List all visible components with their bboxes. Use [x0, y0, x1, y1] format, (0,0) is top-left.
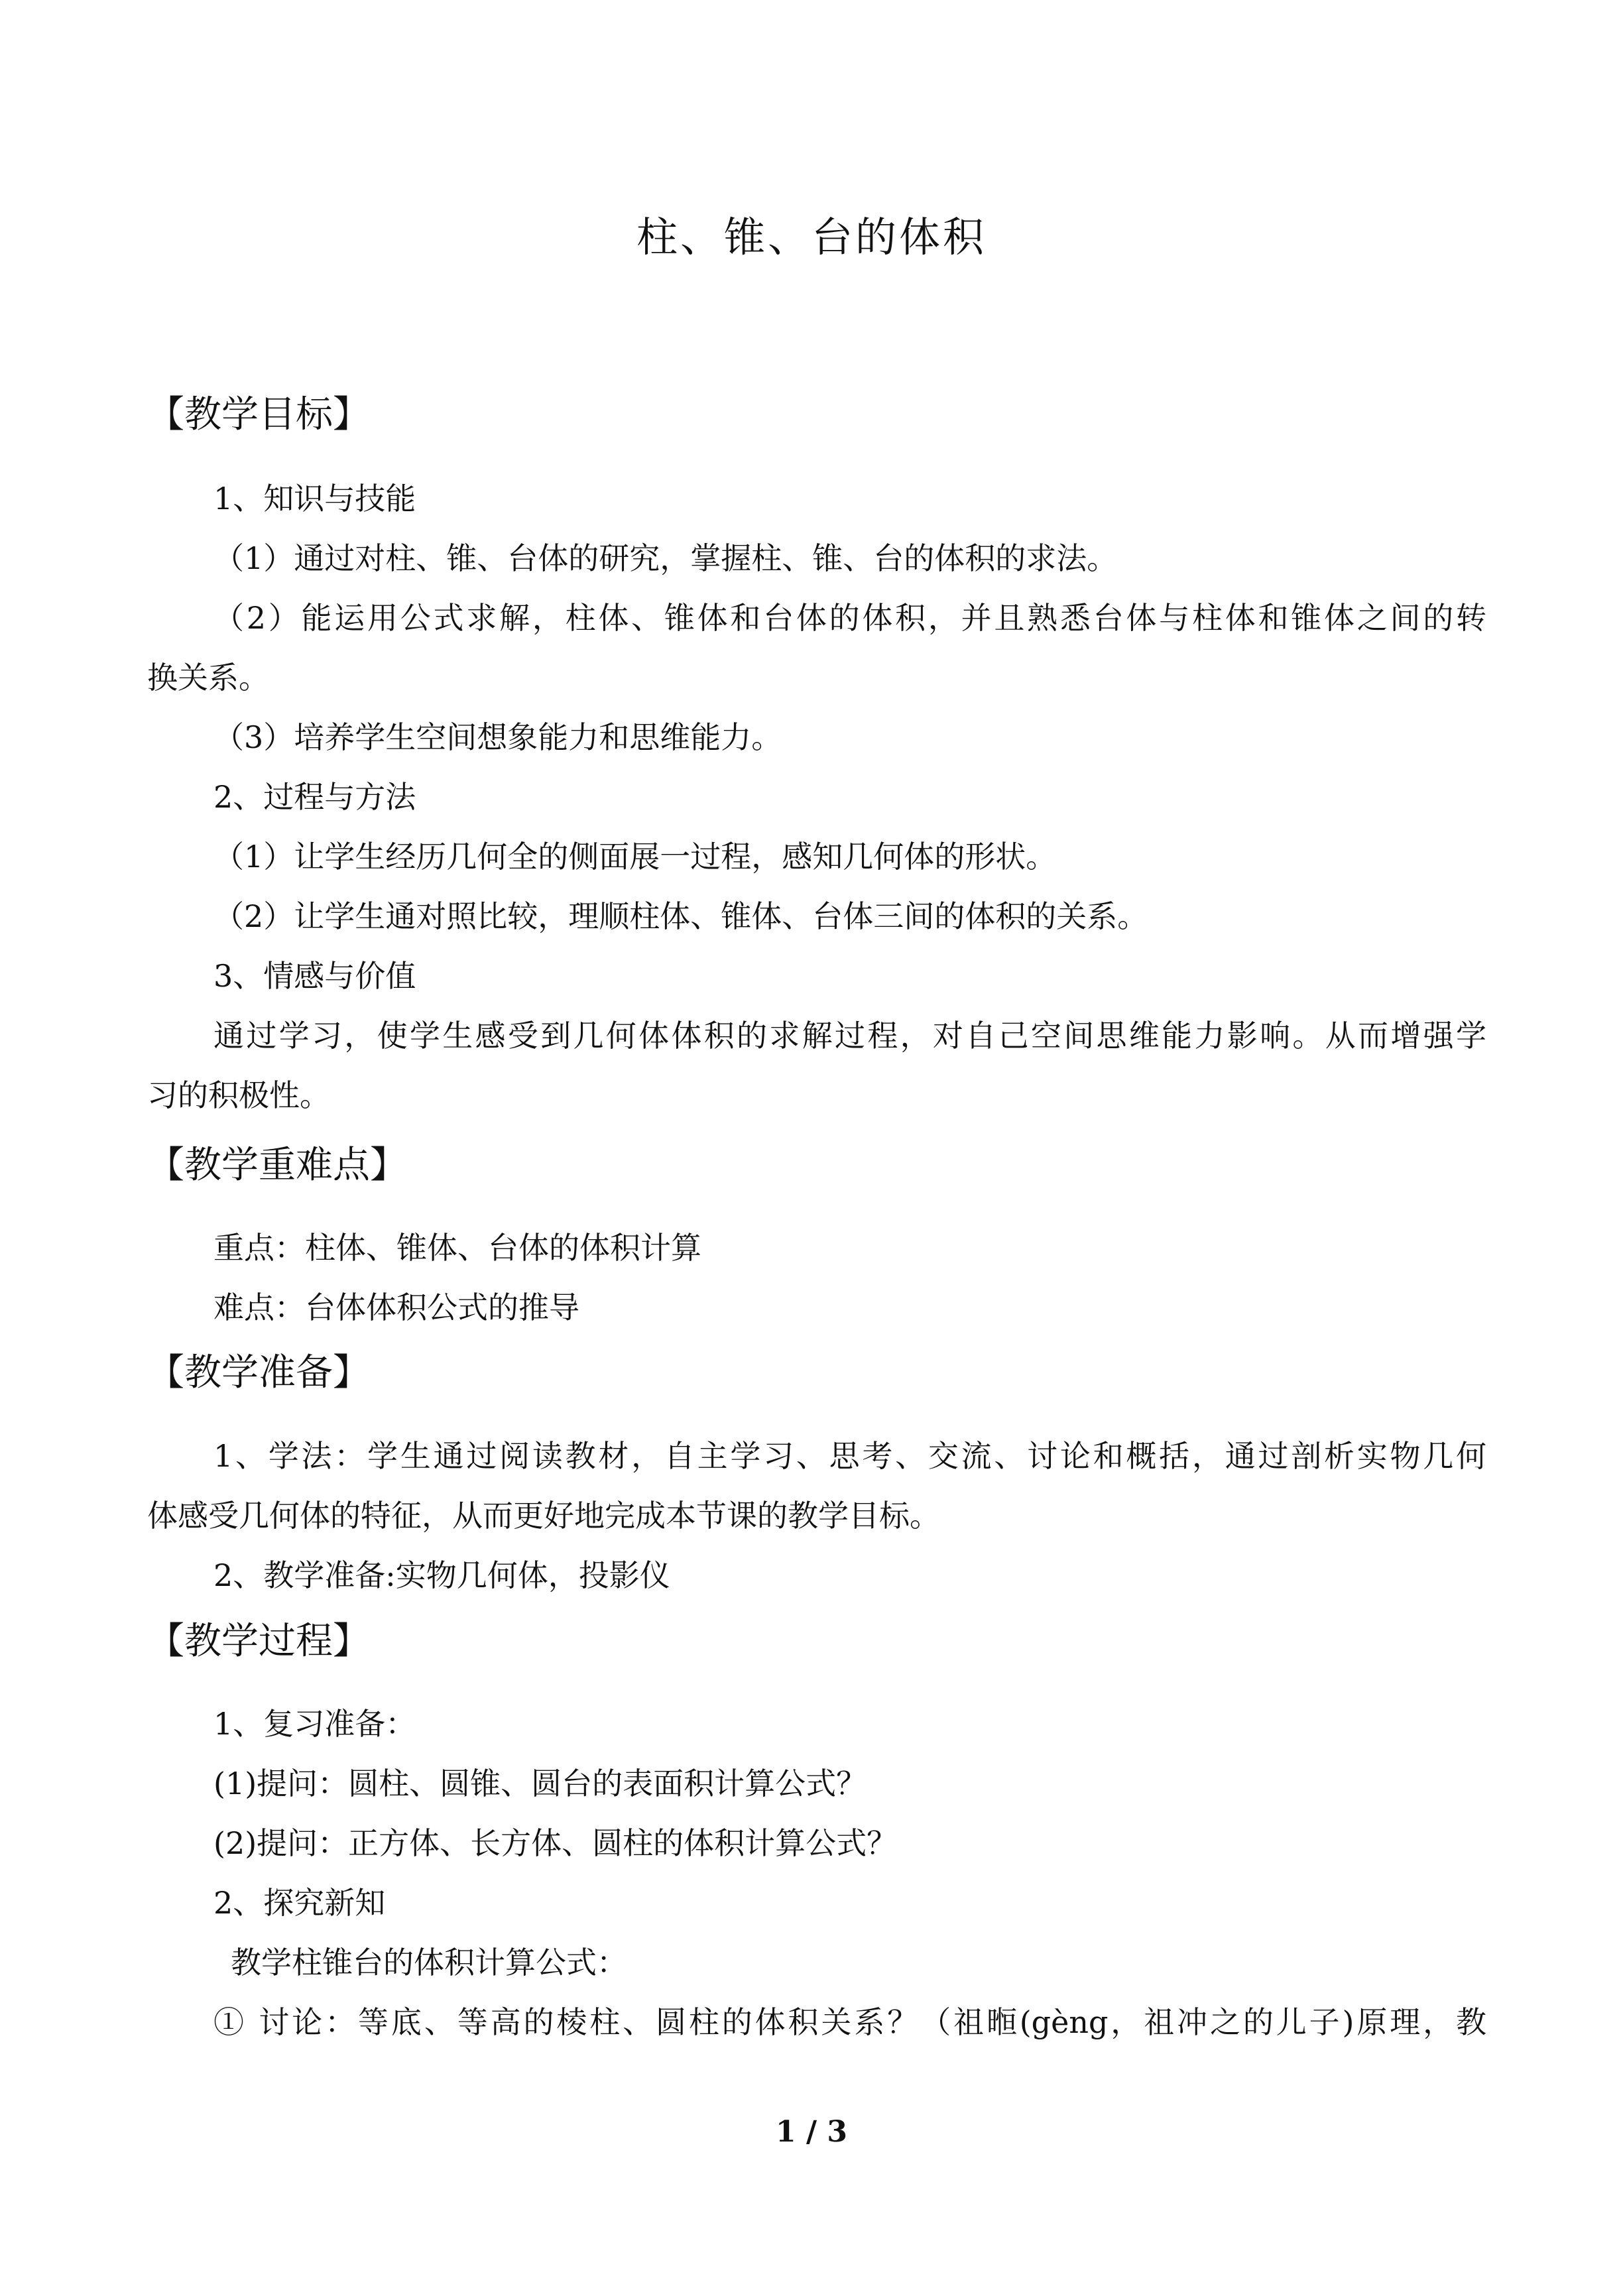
process-step-explore: 2、探究新知 [213, 1885, 386, 1921]
objectives-item-2-2: （2）让学生通对照比较，理顺柱体、锥体、台体三间的体积的关系。 [213, 898, 1148, 934]
objectives-sub-knowledge: 1、知识与技能 [213, 481, 416, 516]
process-question-2: (2)提问：正方体、长方体、圆柱的体积计算公式？ [213, 1825, 898, 1861]
objectives-item-1-2-line1: （2）能运用公式求解，柱体、锥体和台体的体积，并且熟悉台体与柱体和锥体之间的转 [213, 600, 1486, 636]
objectives-item-3-line1: 通过学习，使学生感受到几何体体积的求解过程，对自己空间思维能力影响。从而增强学 [213, 1018, 1486, 1054]
page-title: 柱、锥、台的体积 [636, 213, 987, 261]
section-heading-process: 【教学过程】 [147, 1620, 370, 1663]
objectives-item-1-2-line2: 换关系。 [147, 660, 269, 695]
difficult-point: 难点：台体体积公式的推导 [213, 1290, 579, 1325]
section-heading-objectives: 【教学目标】 [147, 393, 370, 436]
process-discuss: ① 讨论：等底、等高的棱柱、圆柱的体积关系？（祖暅(gèng，祖冲之的儿子)原理，教 [213, 2004, 1486, 2040]
objectives-sub-process: 2、过程与方法 [213, 779, 416, 815]
preparation-item-2: 2、教学准备:实物几何体，投影仪 [213, 1557, 670, 1593]
preparation-item-1-line1: 1、学法：学生通过阅读教材，自主学习、思考、交流、讨论和概括，通过剖析实物几何 [213, 1438, 1486, 1474]
process-step-review: 1、复习准备： [213, 1706, 416, 1742]
objectives-item-1-1: （1）通过对柱、锥、台体的研究，掌握柱、锥、台的体积的求法。 [213, 540, 1118, 576]
objectives-item-1-3: （3）培养学生空间想象能力和思维能力。 [213, 719, 782, 755]
section-heading-preparation: 【教学准备】 [147, 1351, 370, 1394]
preparation-item-1-line2: 体感受几何体的特征，从而更好地完成本节课的教学目标。 [147, 1498, 940, 1534]
page-number: 1 / 3 [776, 2115, 847, 2149]
key-point: 重点：柱体、锥体、台体的体积计算 [213, 1230, 701, 1266]
objectives-item-2-1: （1）让学生经历几何全的侧面展一过程，感知几何体的形状。 [213, 839, 1057, 875]
objectives-sub-emotion: 3、情感与价值 [213, 958, 416, 994]
process-question-1: (1)提问：圆柱、圆锥、圆台的表面积计算公式？ [213, 1766, 867, 1801]
objectives-item-3-line2: 习的积极性。 [147, 1077, 330, 1113]
process-teach-formula: 教学柱锥台的体积计算公式： [231, 1945, 627, 1980]
section-heading-key-points: 【教学重难点】 [147, 1144, 407, 1187]
